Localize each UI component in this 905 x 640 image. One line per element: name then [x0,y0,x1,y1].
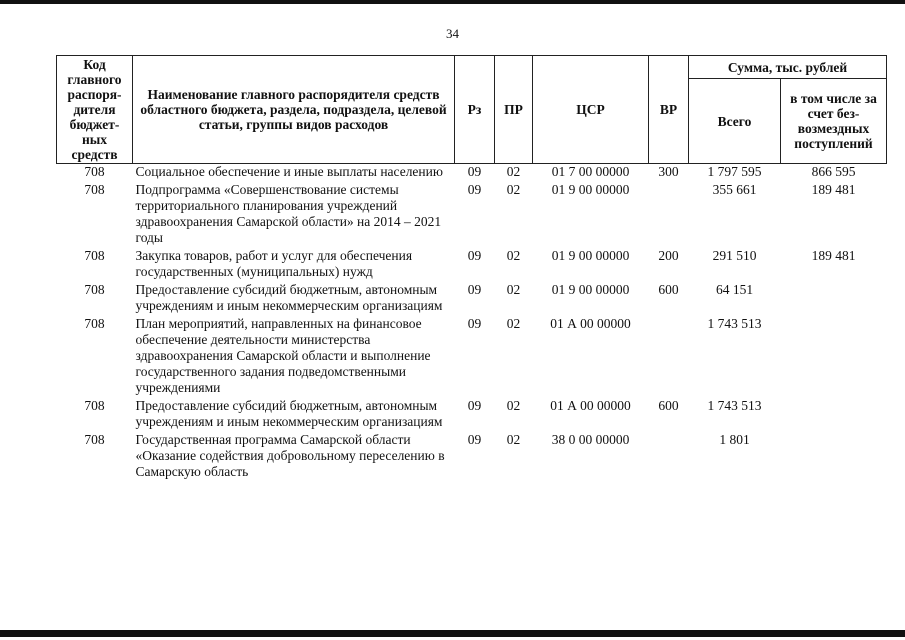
row-vr: 600 [658,398,679,413]
row-name: Подпрограмма «Совершенствование системы территориального планирования учреждений здравоохранения Самарской области» на 2014 – 2021 годы [135,182,442,245]
row-csr: 01 7 00 00000 [551,164,630,179]
table-row [57,432,887,482]
row-code: 708 [84,282,105,297]
table-row [57,248,887,282]
row-incl [781,398,887,432]
row-total: 1 801 [719,432,750,447]
row-csr: 01 А 00 00000 [550,316,631,331]
row-rz: 09 [467,282,482,297]
header-rz: Рз [455,56,495,164]
table-row [57,282,887,316]
row-name: Закупка товаров, работ и услуг для обеспечения государственных (муниципальных) нужд [135,248,413,279]
row-pr: 02 [506,398,521,413]
bottom-border-bar [0,630,905,637]
table-row [57,182,887,248]
row-incl [781,432,887,482]
row-incl: 866 595 [811,164,856,179]
row-vr: 200 [658,248,679,263]
row-code: 708 [84,248,105,263]
header-incl: в том числе за счет без-возмездных поступлений [781,79,887,164]
row-total: 1 743 513 [707,316,762,331]
row-vr: 300 [658,164,679,179]
row-code: 708 [84,164,105,179]
row-rz: 09 [467,398,482,413]
row-pr: 02 [506,164,521,179]
header-code: Код главного распоря-дителя бюджет-ных средств [57,56,133,164]
table-row [57,316,887,398]
row-vr [649,316,689,398]
row-total: 355 661 [712,182,757,197]
page-number: 34 [446,26,459,41]
header-csr: ЦСР [533,56,649,164]
row-csr: 01 9 00 00000 [551,248,630,263]
row-name: Социальное обеспечение и иные выплаты населению [135,164,443,179]
row-code: 708 [84,432,105,447]
header-pr: ПР [495,56,533,164]
row-pr: 02 [506,182,521,197]
row-csr: 01 А 00 00000 [550,398,631,413]
row-csr: 01 9 00 00000 [551,282,630,297]
row-csr: 01 9 00 00000 [551,182,630,197]
row-pr: 02 [506,282,521,297]
table-row [57,398,887,432]
row-name: План мероприятий, направленных на финансовое обеспечение деятельности министерства здравоохранения Самарской области и выполнение государственного задания подведомственными учреждениями [135,316,431,395]
header-sum: Сумма, тыс. рублей [689,56,887,79]
row-code: 708 [84,398,105,413]
row-rz: 09 [467,182,482,197]
row-pr: 02 [506,316,521,331]
row-total: 1 743 513 [707,398,762,413]
header-name: Наименование главного распорядителя средств областного бюджета, раздела, подраздела, целевой статьи, группы видов расходов [133,56,455,164]
row-code: 708 [84,316,105,331]
row-vr: 600 [658,282,679,297]
row-total: 291 510 [712,248,757,263]
budget-table [56,55,887,482]
row-incl: 189 481 [811,248,856,263]
row-total: 64 151 [715,282,754,297]
header-total: Всего [689,79,781,164]
row-vr [649,432,689,482]
row-incl [781,282,887,316]
row-name: Предоставление субсидий бюджетным, автономным учреждениям и иным некоммерческим организациям [135,398,443,429]
row-incl: 189 481 [811,182,856,197]
row-incl [781,316,887,398]
row-total: 1 797 595 [707,164,762,179]
row-vr [649,182,689,248]
row-name: Государственная программа Самарской области «Оказание содействия добровольному переселению в Самарскую область [135,432,445,479]
row-pr: 02 [506,248,521,263]
row-name: Предоставление субсидий бюджетным, автономным учреждениям и иным некоммерческим организациям [135,282,443,313]
row-rz: 09 [467,248,482,263]
row-rz: 09 [467,316,482,331]
top-border-bar [0,0,905,4]
row-rz: 09 [467,164,482,179]
row-pr: 02 [506,432,521,447]
table-row [57,164,887,183]
row-csr: 38 0 00 00000 [551,432,630,447]
row-code: 708 [84,182,105,197]
row-rz: 09 [467,432,482,447]
header-vr: ВР [649,56,689,164]
